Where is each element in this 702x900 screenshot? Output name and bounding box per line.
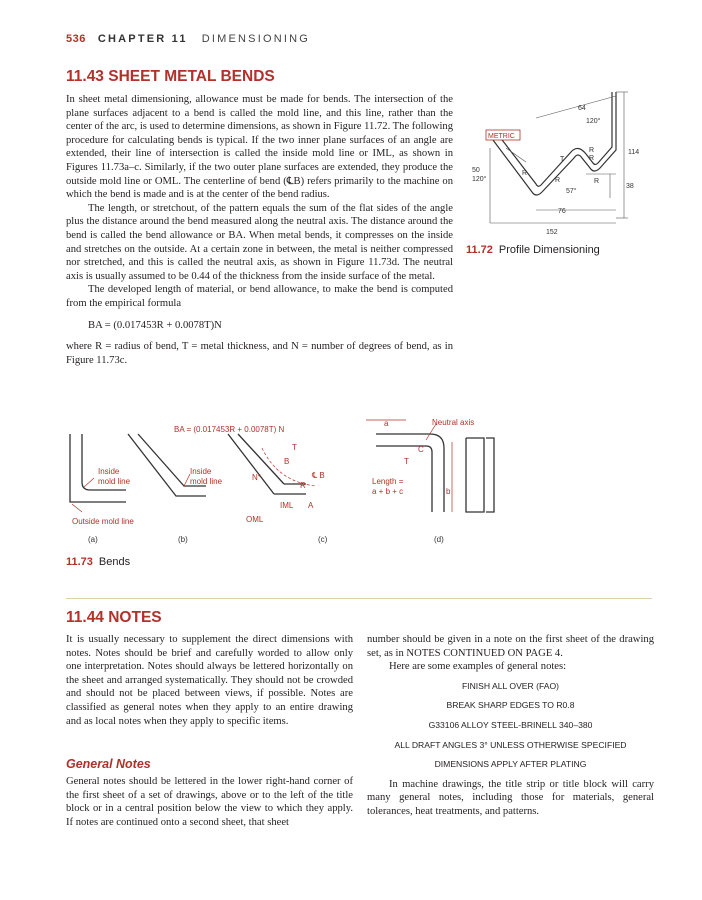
section-1144-col2 (367, 633, 654, 819)
fig72-radius-4: R (555, 177, 561, 184)
fig73-panel-a: (a) (88, 535, 98, 544)
section-divider (66, 598, 652, 599)
fig73-formula: BA = (0.017453R + 0.0078T) N (174, 425, 285, 434)
fig72-radius-3: R (522, 170, 528, 177)
paragraph-1: In sheet metal dimensioning, allowance must be made for bends. The intersection of the plane surfaces adjacent to a bend is called the mold line, and this line, rather than the center of the arc, is used to determine dimensions, as shown in Figure 11.72. The following procedure for calculating bends is typical. If the two inner plane surfaces of an angle are extended, their line of intersection is called the inside mold line or IML, as shown in Figures 11.73a–c. Similarly, if the two outer plane surfaces are extended, they produce the outside mold line or OML. The centerline of bend (℄B) refers primarily to the machine on which the bend is made and is at the center of the bend radius. (66, 94, 453, 201)
fig72-thickness: T (560, 156, 565, 163)
general-note-5: DIMENSIONS APPLY AFTER PLATING (434, 759, 587, 770)
general-note-4: ALL DRAFT ANGLES 3° UNLESS OTHERWISE SPECIFIED (394, 739, 627, 750)
notes-paragraph-2: General notes should be lettered in the lower right-hand corner of the first sheet of a set of drawings, above or to the left of the title block or in a central position below the view to which they apply. If notes are continued onto a second sheet, that sheet (66, 776, 353, 828)
fig73c-iml: IML (280, 501, 294, 510)
fig72-dim-64: 64 (578, 105, 586, 112)
fig72-radius-1: R (589, 147, 595, 154)
fig72-dim-120-top: 120° (586, 118, 601, 125)
fig73-panel-d: (d) (434, 535, 444, 544)
paragraph-2: The length, or stretchout, of the pattern equals the sum of the flat sides of the angle plus the distance around the bend measured along the neutral axis. The distance around the bend is called the bend allowance or BA. When metal bends, it compresses on the inside and stretches on the outside. At a certain zone in between, the metal is neither compressed nor stretched, and this is called the neutral axis, as shown in Figure 11.73d. The neutral axis is usually assumed to be 0.44 of the thickness from the inside surface of the metal. (66, 202, 453, 282)
figure-11-73-title: Bends (98, 556, 131, 568)
general-note-1: FINISH ALL OVER (FAO) (461, 680, 560, 691)
fig73c-oml: OML (246, 515, 264, 524)
fig72-dim-76: 76 (558, 208, 566, 215)
page-number: 536 (66, 33, 86, 45)
figure-11-73-number: 11.73 (66, 556, 93, 568)
fig73d-c: C (418, 445, 424, 454)
fig73d-length-2: a + b + c (372, 487, 404, 496)
section-title-1143: 11.43 SHEET METAL BENDS (66, 68, 275, 85)
fig73b-inside-ml-2: mold line (190, 477, 223, 486)
general-note-3: G33106 ALLOY STEEL-BRINELL 340–380 (428, 719, 593, 730)
fig73d-a: a (384, 419, 389, 428)
section-title-1144: 11.44 NOTES (66, 609, 162, 626)
fig72-dim-38: 38 (626, 183, 634, 190)
fig72-radius-2: R (589, 155, 595, 162)
fig73a-inside-ml-2: mold line (98, 477, 131, 486)
paragraph-3: The developed length of material, or bend allowance, to make the bend is computed from the empirical formula (66, 284, 453, 309)
fig72-radius-5: R (594, 178, 600, 185)
general-notes-heading: General Notes (66, 757, 151, 771)
fig72-dim-50: 50 (472, 167, 480, 174)
section-1144-col1 (66, 633, 353, 728)
figure-11-72-number: 11.72 (466, 244, 493, 256)
fig73d-length-1: Length = (372, 477, 404, 486)
fig72-metric-label: METRIC (488, 133, 515, 140)
notes-paragraph-4: Here are some examples of general notes: (389, 661, 567, 673)
fig73-panel-c: (c) (318, 535, 328, 544)
notes-paragraph-3: number should be given in a note on the first sheet of the drawing set, as in NOTES CONTINUED ON PAGE 4. (367, 634, 654, 659)
fig73d-neutral-axis: Neutral axis (432, 418, 475, 427)
fig73d-t: T (404, 457, 409, 466)
bend-allowance-formula: BA = (0.017453R + 0.0078T)N (88, 319, 222, 331)
fig73-panel-b: (b) (178, 535, 188, 544)
fig73c-n-degrees: N° (252, 473, 261, 482)
fig73a-outside-ml: Outside mold line (72, 517, 134, 526)
section-1143-body (66, 93, 453, 367)
chapter-label: CHAPTER 11 (97, 33, 188, 45)
fig72-dim-152: 152 (546, 229, 558, 236)
fig72-dim-114: 114 (628, 149, 640, 156)
figure-11-72-drawing (466, 88, 652, 238)
notes-paragraph-1: It is usually necessary to supplement the direct dimensions with notes. Notes should be brief and carefully worded to allow only one interpretation. Notes should always be lettered horizontally on the sheet and arranged systematically. They should not be crowded and should not be placed between views, if possible. Notes are classified as general notes when they apply to an entire drawing and as local notes when they apply to specific items. (66, 634, 353, 727)
figure-11-72-caption (466, 244, 600, 256)
running-header (66, 33, 310, 45)
fig73c-b: B (284, 457, 290, 466)
fig72-dim-120-left: 120° (472, 176, 487, 183)
fig72-angle-57: 57° (566, 188, 577, 195)
fig73b-inside-ml-1: Inside (190, 467, 212, 476)
fig73c-t: T (292, 443, 297, 452)
chapter-title: DIMENSIONING (201, 33, 311, 45)
fig73c-r: R (300, 481, 306, 490)
paragraph-4: where R = radius of bend, T = metal thickness, and N = number of degrees of bend, as in Figure 11.73c. (66, 341, 453, 366)
general-note-2: BREAK SHARP EDGES TO R0.8 (446, 700, 575, 711)
section-1144-col1-lower (66, 775, 353, 829)
notes-paragraph-5: In machine drawings, the title strip or title block will carry many general notes, including those for materials, general tolerances, heat treatments, and patterns. (367, 778, 654, 817)
fig73a-inside-ml-1: Inside (98, 467, 120, 476)
figure-11-72-title: Profile Dimensioning (498, 244, 600, 256)
fig73c-a: A (308, 501, 314, 510)
figure-11-73-drawing (66, 412, 506, 547)
fig73d-b: b (446, 487, 451, 496)
figure-11-73-caption (66, 556, 130, 568)
fig73c-centerline-b: ℄ B (312, 471, 325, 480)
